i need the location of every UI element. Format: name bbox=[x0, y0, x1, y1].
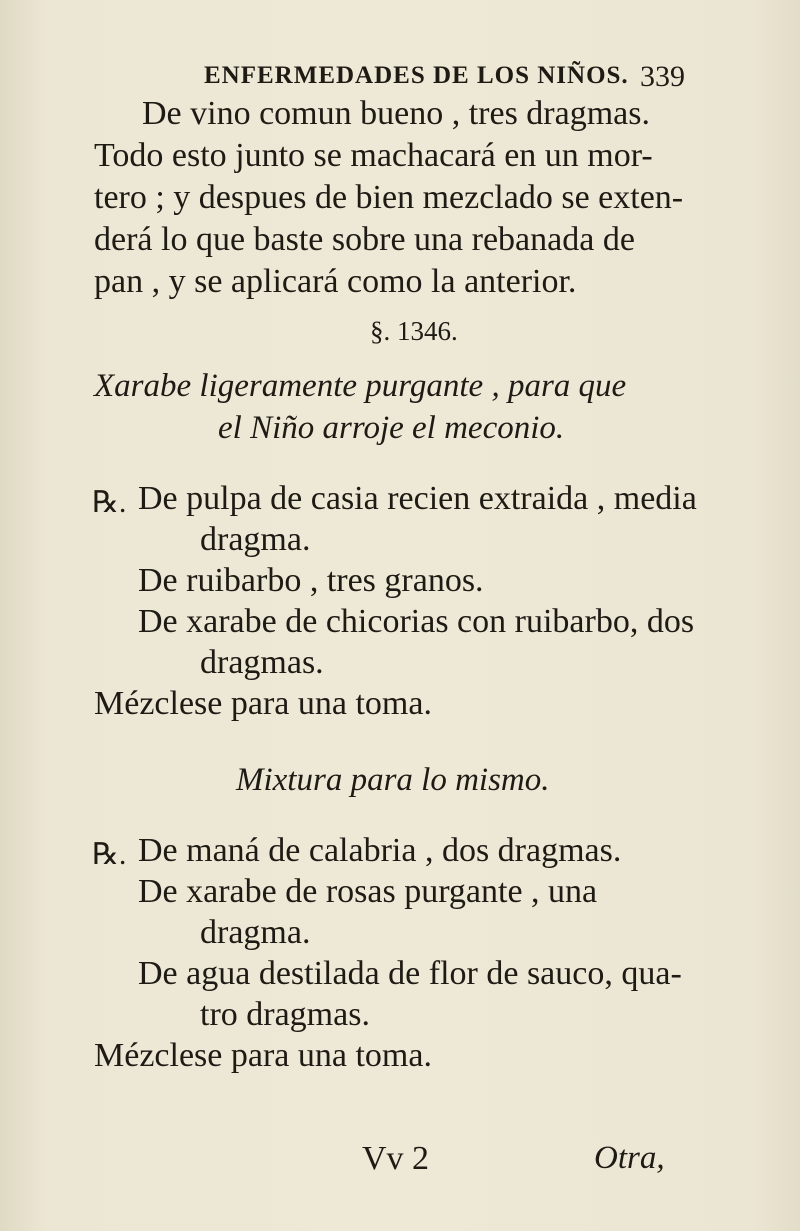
recipe-1-line: dragma. bbox=[200, 521, 311, 558]
paragraph-1-line: Todo esto junto se machacará en un mor- bbox=[94, 137, 653, 174]
recipe-1-line: Mézclese para una toma. bbox=[94, 685, 432, 722]
page-number: 339 bbox=[640, 60, 685, 93]
rx-symbol: ℞. bbox=[92, 486, 127, 519]
recipe-1-line: De pulpa de casia recien extraida , media bbox=[138, 480, 697, 517]
recipe-1-line: De ruibarbo , tres granos. bbox=[138, 562, 484, 599]
section-number: §. 1346. bbox=[370, 316, 458, 346]
recipe-2-line: Mézclese para una toma. bbox=[94, 1037, 432, 1074]
rx-symbol: ℞. bbox=[92, 838, 127, 871]
signature-mark: Vv 2 bbox=[362, 1140, 430, 1177]
recipe-1-line: De xarabe de chicorias con ruibarbo, dos bbox=[138, 603, 695, 640]
catchword: Otra, bbox=[594, 1140, 665, 1176]
running-header: ENFERMEDADES DE LOS NIÑOS. bbox=[204, 62, 629, 89]
paragraph-1-line: derá lo que baste sobre una rebanada de bbox=[94, 221, 635, 258]
recipe-2-heading: Mixtura para lo mismo. bbox=[236, 762, 550, 798]
recipe-2-line: dragma. bbox=[200, 914, 311, 951]
recipe-1-line: dragmas. bbox=[200, 644, 324, 681]
recipe-1-heading-line-1: Xarabe ligeramente purgante , para que bbox=[94, 368, 627, 404]
recipe-1-heading-line-2: el Niño arroje el meconio. bbox=[218, 410, 565, 446]
recipe-2-line: De xarabe de rosas purgante , una bbox=[138, 873, 598, 910]
paragraph-1-line: pan , y se aplicará como la anterior. bbox=[94, 263, 577, 300]
recipe-2-line: tro dragmas. bbox=[200, 996, 370, 1033]
paragraph-1-line: De vino comun bueno , tres dragmas. bbox=[142, 95, 650, 132]
recipe-2-line: De maná de calabria , dos dragmas. bbox=[138, 832, 622, 869]
paragraph-1-line: tero ; y despues de bien mezclado se exten- bbox=[94, 179, 684, 216]
recipe-2-line: De agua destilada de flor de sauco, qua- bbox=[138, 955, 682, 992]
